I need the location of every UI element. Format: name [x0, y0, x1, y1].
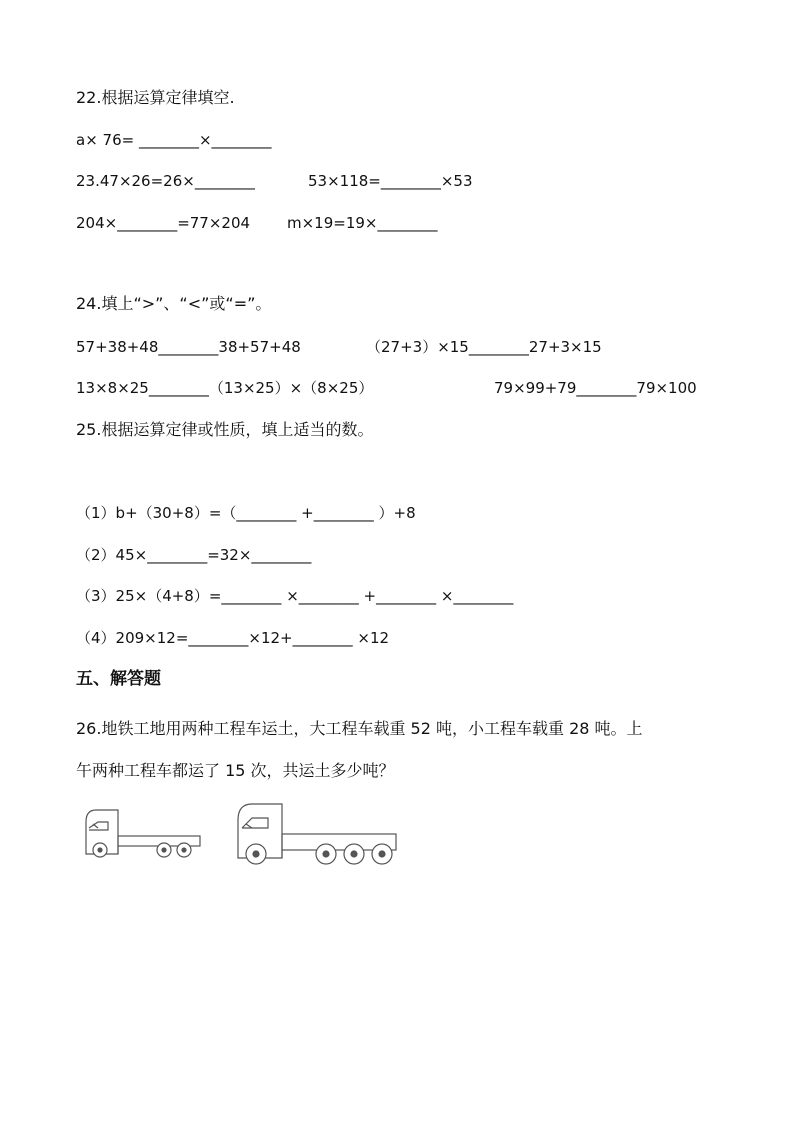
- q23-a: 23.47×26=26×________: [76, 172, 255, 190]
- q24-title: 24.填上“>”、“<”或“=”。: [76, 294, 272, 313]
- q25-item-2: （2）45×________=32×________: [76, 546, 312, 564]
- q23-d: m×19=19×________: [287, 214, 438, 232]
- trucks-illustration: [76, 800, 406, 870]
- large-truck-icon: [238, 804, 396, 864]
- q25-item-1: （1）b+（30+8）=（________ +________ ）+8: [76, 504, 416, 522]
- q26-line2: 午两种工程车都运了 15 次，共运土多少吨？: [76, 761, 395, 780]
- q24-c: 13×8×25________（13×25）×（8×25）: [76, 379, 374, 397]
- q22-title: 22.根据运算定律填空.: [76, 88, 235, 107]
- q23-b: 53×118=________×53: [308, 172, 473, 190]
- section-5-heading: 五、解答题: [76, 669, 161, 689]
- q26-line1: 26.地铁工地用两种工程车运土，大工程车载重 52 吨，小工程车载重 28 吨。上: [76, 719, 643, 738]
- q23-c: 204×________=77×204: [76, 214, 251, 232]
- q24-d: 79×99+79________79×100: [494, 379, 697, 397]
- q25-title: 25.根据运算定律或性质，填上适当的数。: [76, 420, 374, 439]
- q25-item-3: （3）25×（4+8）=________ ×________ +________ ×________: [76, 587, 514, 605]
- q22-line1: a× 76= ________×________: [76, 131, 272, 149]
- small-truck-icon: [86, 810, 200, 857]
- q24-a: 57+38+48________38+57+48: [76, 338, 301, 356]
- q24-b: （27+3）×15________27+3×15: [366, 338, 602, 356]
- q25-item-4: （4）209×12=________×12+________ ×12: [76, 629, 390, 647]
